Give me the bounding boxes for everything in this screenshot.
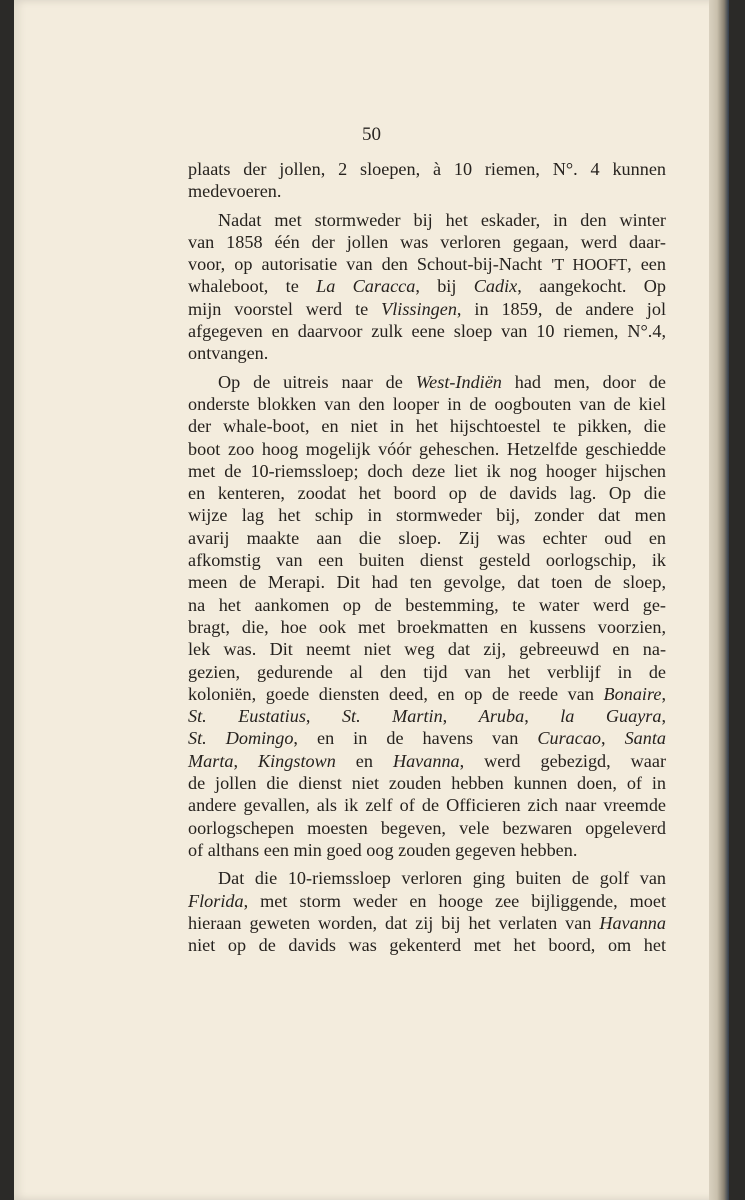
text-line: met de 10-riemssloep; doch deze liet ik nog hooger hijschen (188, 460, 666, 481)
text-line: whaleboot, te La Caracca, bij Cadix, aangekocht. Op (188, 276, 667, 297)
text-line: afkomstig van een buiten dienst gesteld oorlogschip, ik (188, 550, 666, 571)
text-line: ontvangen. (188, 343, 269, 364)
paragraph (188, 209, 666, 365)
text-line: der whale-boot, en niet in het hijschtoestel te pikken, die (188, 416, 666, 437)
text-line: andere gevallen, als ik zelf of de Officieren zich naar vreemde (188, 795, 666, 816)
text-line: Nadat met stormweder bij het eskader, in den winter (218, 209, 666, 230)
text-line: na het aankomen op de bestemming, te water werd ge- (188, 594, 666, 615)
text-line: mijn voorstel werd te Vlissingen, in 1859, de andere jol (188, 298, 666, 319)
text-line: avarij maakte aan die sloep. Zij was echter oud en (188, 527, 666, 548)
text-line: medevoeren. (188, 181, 282, 202)
book-page (14, 0, 729, 1200)
paragraph (188, 371, 666, 862)
text-line: Op de uitreis naar de West-Indiën had men, door de (218, 371, 667, 392)
paragraph (188, 158, 666, 203)
text-line: niet op de davids was gekenterd met het boord, om het (188, 935, 666, 956)
paragraph (188, 867, 666, 956)
text-line: boot zoo hoog mogelijk vóór geheschen. Hetzelfde geschiedde (188, 438, 666, 459)
text-line: gezien, gedurende al den tijd van het verblijf in de (188, 661, 666, 682)
text-line: hieraan geweten worden, dat zij bij het verlaten van Havanna (188, 912, 666, 933)
text-line: afgegeven en daarvoor zulk eene sloep van 10 riemen, N°.4, (188, 321, 666, 342)
text-line: Marta, Kingstown en Havanna, werd gebezigd, waar (188, 750, 667, 771)
body-text (188, 158, 666, 956)
text-line: plaats der jollen, 2 sloepen, à 10 riemen, N°. 4 kunnen (188, 159, 666, 179)
text-line: lek was. Dit neemt niet weg dat zij, gebreeuwd en na- (188, 639, 666, 660)
text-line: St. Domingo, en in de havens van Curacao, Santa (188, 728, 667, 749)
text-line: oorlogschepen moesten begeven, vele bezwaren opgeleverd (188, 817, 666, 838)
text-line: onderste blokken van den looper in de oogbouten van de kiel (188, 393, 666, 414)
text-line: wijze lag het schip in stormweder bij, zonder dat men (188, 505, 666, 526)
text-line: St. Eustatius, St. Martin, Aruba, la Guayra, (188, 706, 666, 727)
text-line: Florida, met storm weder en hooge zee bijliggende, moet (188, 890, 666, 911)
text-line: meen de Merapi. Dit had ten gevolge, dat toen de sloep, (188, 572, 666, 593)
page-number: 50 (362, 124, 381, 145)
text-line: van 1858 één der jollen was verloren gegaan, werd daar- (188, 231, 666, 252)
text-line: koloniën, goede diensten deed, en op de reede van Bonaire, (188, 683, 666, 704)
text-line: voor, op autorisatie van den Schout-bij-Nacht 'T HOOFT, een (188, 254, 666, 275)
text-line: Dat die 10-riemssloep verloren ging buiten de golf van (218, 868, 666, 889)
text-line: bragt, die, hoe ook met broekmatten en kussens voorzien, (188, 616, 666, 637)
text-line: of althans een min goed oog zouden gegeven hebben. (188, 839, 578, 860)
page-edge (709, 0, 729, 1200)
text-line: de jollen die dienst niet zouden hebben kunnen doen, of in (188, 773, 666, 794)
text-line: en kenteren, zoodat het boord op de davids lag. Op die (188, 483, 666, 504)
